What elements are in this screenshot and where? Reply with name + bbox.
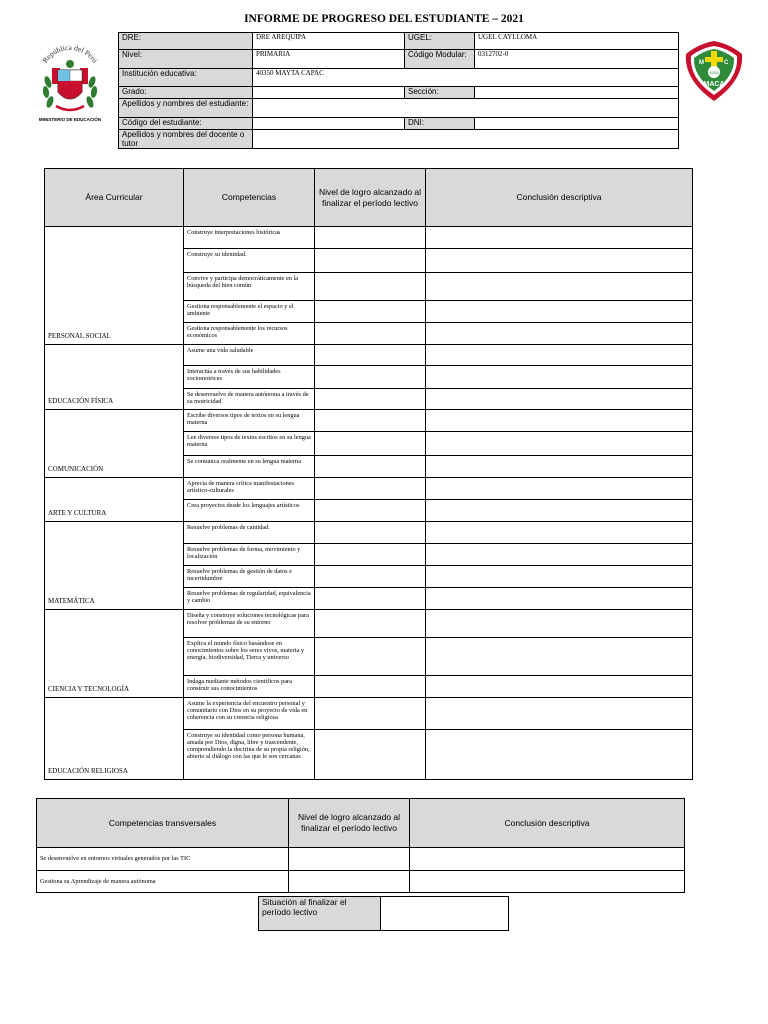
svg-text:C: C (724, 60, 729, 66)
conclusion-cell[interactable] (426, 323, 693, 345)
institucion-value[interactable]: 40350 MAYTA CAPAC (253, 69, 679, 87)
apellidos-estudiante-label: Apellidos y nombres del estudiante: (119, 99, 253, 118)
conclusion-cell[interactable] (426, 500, 693, 522)
col-header-competencias: Competencias (184, 169, 315, 227)
competencia-cell: Resuelve problemas de forma, movimiento y localización (184, 544, 315, 566)
table-row (45, 227, 693, 249)
nivel-logro-cell[interactable] (315, 301, 426, 323)
transversal-nivel-cell[interactable] (289, 848, 410, 871)
area-curricular-cell: MATEMÁTICA (45, 522, 184, 610)
nivel-logro-cell[interactable] (315, 610, 426, 638)
peru-coat-of-arms-logo (32, 34, 108, 126)
table-row (37, 871, 685, 893)
area-curricular-cell: COMUNICACIÓN (45, 410, 184, 478)
table-row (45, 610, 693, 638)
nivel-label: Nivel: (119, 50, 253, 69)
nivel-logro-cell[interactable] (315, 566, 426, 588)
competencia-cell: Gestiona responsablemente el espacio y el ambiente (184, 301, 315, 323)
transversal-nivel-cell[interactable] (289, 871, 410, 893)
institucion-label: Institución educativa: (119, 69, 253, 87)
competencia-cell: Diseña y construye soluciones tecnológicas para resolver problemas de su entorno (184, 610, 315, 638)
dni-label: DNI: (405, 118, 475, 130)
table-row (45, 698, 693, 730)
trans-header-conclusion: Conclusión descriptiva (410, 799, 685, 848)
competencia-cell: Construye su identidad. (184, 249, 315, 273)
nivel-logro-cell[interactable] (315, 345, 426, 366)
nivel-logro-cell[interactable] (315, 676, 426, 698)
nivel-logro-cell[interactable] (315, 698, 426, 730)
conclusion-cell[interactable] (426, 432, 693, 456)
col-header-nivel: Nivel de logro alcanzado al finalizar el período lectivo (315, 169, 426, 227)
nivel-logro-cell[interactable] (315, 389, 426, 410)
conclusion-cell[interactable] (426, 273, 693, 301)
nivel-logro-cell[interactable] (315, 366, 426, 389)
conclusion-cell[interactable] (426, 566, 693, 588)
dre-label: DRE: (119, 33, 253, 50)
codigo-estudiante-label: Código del estudiante: (119, 118, 253, 130)
svg-text:M: M (699, 60, 704, 66)
apellidos-estudiante-value[interactable] (253, 99, 679, 118)
competencia-cell: Indaga mediante métodos científicos para construir sus conocimientos (184, 676, 315, 698)
situacion-table (258, 896, 509, 931)
nivel-logro-cell[interactable] (315, 410, 426, 432)
conclusion-cell[interactable] (426, 366, 693, 389)
transversal-competencia: Se desenvuelve en entornos virtuales generados por las TIC (37, 848, 289, 871)
competencia-cell: Lee diversos tipos de textos escritos en su lengua materna (184, 432, 315, 456)
conclusion-cell[interactable] (426, 676, 693, 698)
nivel-logro-cell[interactable] (315, 500, 426, 522)
conclusion-cell[interactable] (426, 410, 693, 432)
codigo-modular-value[interactable]: 0312702-0 (475, 50, 679, 69)
area-curricular-cell: PERSONAL SOCIAL (45, 227, 184, 345)
table-row (37, 848, 685, 871)
conclusion-cell[interactable] (426, 698, 693, 730)
school-maca-logo (684, 40, 744, 102)
trans-header-competencias: Competencias transversales (37, 799, 289, 848)
competencia-cell: Resuelve problemas de regularidad, equivalencia y cambio (184, 588, 315, 610)
competencia-cell: Construye interpretaciones históricas (184, 227, 315, 249)
situacion-label: Situación al finalizar el período lectivo (259, 897, 381, 931)
conclusion-cell[interactable] (426, 610, 693, 638)
nivel-logro-cell[interactable] (315, 323, 426, 345)
nivel-logro-cell[interactable] (315, 544, 426, 566)
area-curricular-cell: ARTE Y CULTURA (45, 478, 184, 522)
area-curricular-cell: CIENCIA Y TECNOLOGÍA (45, 610, 184, 698)
conclusion-cell[interactable] (426, 544, 693, 566)
nivel-logro-cell[interactable] (315, 249, 426, 273)
conclusion-cell[interactable] (426, 478, 693, 500)
logo-arc-text: República del Perú (40, 42, 100, 65)
table-row (45, 345, 693, 366)
seccion-label: Sección: (405, 87, 475, 99)
nivel-logro-cell[interactable] (315, 432, 426, 456)
codigo-estudiante-value[interactable] (253, 118, 405, 130)
conclusion-cell[interactable] (426, 345, 693, 366)
svg-text:40350: 40350 (709, 71, 719, 75)
dre-value[interactable]: DRE AREQUIPA (253, 33, 405, 50)
situacion-value[interactable] (381, 897, 509, 931)
competencia-cell: Se comunica oralmente en su lengua materna (184, 456, 315, 478)
trans-header-nivel: Nivel de logro alcanzado al finalizar el período lectivo (289, 799, 410, 848)
col-header-conclusion: Conclusión descriptiva (426, 169, 693, 227)
conclusion-cell[interactable] (426, 638, 693, 676)
apellidos-docente-value[interactable] (253, 130, 679, 149)
competencia-cell: Crea proyectos desde los lenguajes artísticos (184, 500, 315, 522)
nivel-value[interactable]: PRIMARIA (253, 50, 405, 69)
conclusion-cell[interactable] (426, 389, 693, 410)
conclusion-cell[interactable] (426, 249, 693, 273)
conclusion-cell[interactable] (426, 730, 693, 780)
nivel-logro-cell[interactable] (315, 273, 426, 301)
logo-caption: MINISTERIO DE EDUCACIÓN (38, 117, 102, 122)
ugel-label: UGEL: (405, 33, 475, 50)
competencia-cell: Construye su identidad como persona humana, amada por Dios, digna, libre y trascendente, comprendiendo la doctrina de su propia religión, abierto al diálogo con las que le son cercanas (184, 730, 315, 780)
transversal-competencia: Gestiona su Aprendizaje de manera autónoma (37, 871, 289, 893)
conclusion-cell[interactable] (426, 522, 693, 544)
competencia-cell: Resuelve problemas de gestión de datos e incertidumbre (184, 566, 315, 588)
competencia-cell: Asume la experiencia del encuentro personal y comunitario con Dios en su proyecto de vida en coherencia con su creencia religiosa (184, 698, 315, 730)
nivel-logro-cell[interactable] (315, 522, 426, 544)
codigo-modular-label: Código Modular: (405, 50, 475, 69)
grado-value[interactable] (253, 87, 405, 99)
ugel-value[interactable]: UGEL CAYLLOMA (475, 33, 679, 50)
nivel-logro-cell[interactable] (315, 456, 426, 478)
seccion-value[interactable] (475, 87, 679, 99)
transversales-table (36, 798, 685, 893)
nivel-logro-cell[interactable] (315, 638, 426, 676)
transversal-conclusion-cell[interactable] (410, 848, 685, 871)
conclusion-cell[interactable] (426, 588, 693, 610)
conclusion-cell[interactable] (426, 301, 693, 323)
competencia-cell: Aprecia de manera crítica manifestaciones artístico-culturales (184, 478, 315, 500)
apellidos-docente-label: Apellidos y nombres del docente o tutor (119, 130, 253, 149)
competencia-cell: Interactúa a través de sus habilidades sociomotrices (184, 366, 315, 389)
competencia-cell: Escribe diversos tipos de textos en su lengua materna (184, 410, 315, 432)
nivel-logro-cell[interactable] (315, 478, 426, 500)
competencia-cell: Se desenvuelve de manera autónoma a través de su motricidad (184, 389, 315, 410)
nivel-logro-cell[interactable] (315, 588, 426, 610)
dni-value[interactable] (475, 118, 679, 130)
svg-text:MACA: MACA (703, 81, 725, 88)
competencias-table (44, 168, 693, 780)
area-curricular-cell: EDUCACIÓN RELIGIOSA (45, 698, 184, 780)
competencia-cell: Explica el mundo físico basándose en conocimientos sobre los seres vivos, materia y energía, biodiversidad, Tierra y universo (184, 638, 315, 676)
areas-body (45, 227, 693, 780)
table-row (45, 410, 693, 432)
competencia-cell: Convive y participa democráticamente en la búsqueda del bien común (184, 273, 315, 301)
grado-label: Grado: (119, 87, 253, 99)
nivel-logro-cell[interactable] (315, 227, 426, 249)
competencia-cell: Asume una vida saludable (184, 345, 315, 366)
competencia-cell: Resuelve problemas de cantidad. (184, 522, 315, 544)
conclusion-cell[interactable] (426, 227, 693, 249)
page-title: INFORME DE PROGRESO DEL ESTUDIANTE – 2021 (244, 13, 524, 25)
table-row (45, 478, 693, 500)
transversal-conclusion-cell[interactable] (410, 871, 685, 893)
table-row (45, 522, 693, 544)
area-curricular-cell: EDUCACIÓN FÍSICA (45, 345, 184, 410)
col-header-area: Área Curricular (45, 169, 184, 227)
conclusion-cell[interactable] (426, 456, 693, 478)
nivel-logro-cell[interactable] (315, 730, 426, 780)
competencia-cell: Gestiona responsablemente los recursos económicos (184, 323, 315, 345)
student-info-table (118, 32, 679, 149)
